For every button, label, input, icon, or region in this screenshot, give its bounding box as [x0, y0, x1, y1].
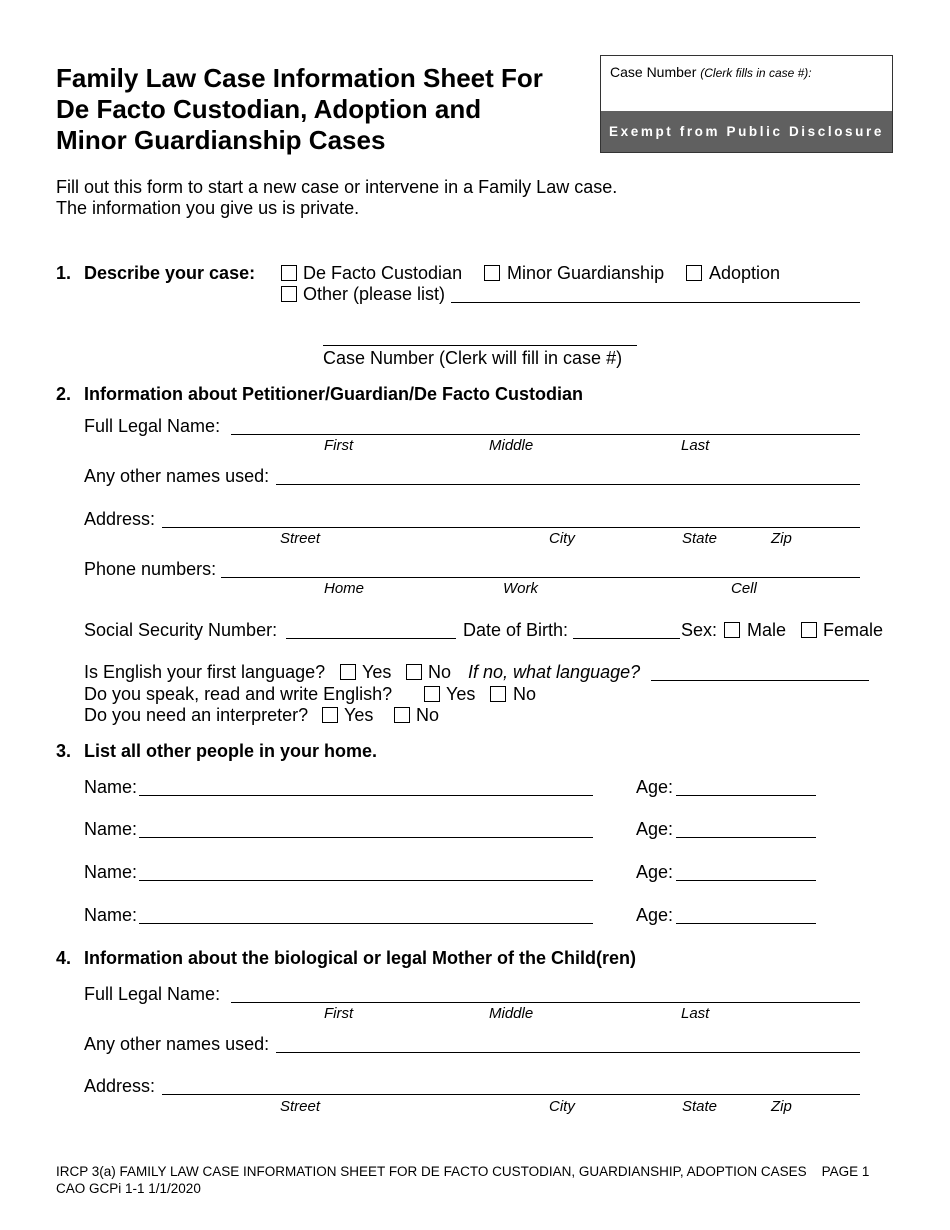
- title-line-1: Family Law Case Information Sheet For: [56, 63, 543, 93]
- city-caption: City: [549, 530, 575, 547]
- english-no-label: No: [428, 662, 452, 682]
- household-age-label: Age:: [636, 819, 674, 839]
- dob-field[interactable]: [573, 638, 680, 639]
- interpreter-no-label: No: [416, 705, 440, 725]
- phone-numbers-field[interactable]: [221, 577, 860, 578]
- intro-line-2: The information you give us is private.: [56, 198, 360, 218]
- speak-english-yes-checkbox[interactable]: [424, 686, 440, 702]
- speak-english-yes-label: Yes: [446, 684, 476, 704]
- english-yes-checkbox[interactable]: [340, 664, 356, 680]
- ssn-field[interactable]: [286, 638, 456, 639]
- household-name-label: Name:: [84, 777, 138, 797]
- other-case-type-field[interactable]: [451, 302, 860, 303]
- page-footer: [56, 1163, 869, 1197]
- mother-state-caption: State: [682, 1098, 718, 1115]
- mother-middle-caption: Middle: [489, 1005, 534, 1022]
- de-facto-custodian-label: De Facto Custodian: [303, 263, 463, 283]
- household-name-field-4[interactable]: [139, 923, 593, 924]
- other-names-field[interactable]: [276, 484, 860, 485]
- section-2-heading: Information about Petitioner/Guardian/De Facto Custodian: [84, 384, 584, 404]
- section-4-number: 4.: [56, 948, 72, 968]
- mother-other-names-label: Any other names used:: [84, 1034, 270, 1054]
- interpreter-label: Do you need an interpreter?: [84, 705, 309, 725]
- mother-full-name-label: Full Legal Name:: [84, 984, 221, 1004]
- title-line-2: De Facto Custodian, Adoption and: [56, 94, 482, 124]
- household-age-field-3[interactable]: [676, 880, 816, 881]
- mother-zip-caption: Zip: [771, 1098, 792, 1115]
- english-yes-label: Yes: [362, 662, 392, 682]
- english-first-language-label: Is English your first language?: [84, 662, 326, 682]
- dob-label: Date of Birth:: [463, 620, 569, 640]
- street-caption: Street: [280, 530, 321, 547]
- male-checkbox[interactable]: [724, 622, 740, 638]
- minor-guardianship-checkbox[interactable]: [484, 265, 500, 281]
- page-number: PAGE 1: [821, 1164, 870, 1179]
- state-caption: State: [682, 530, 718, 547]
- other-checkbox[interactable]: [281, 286, 297, 302]
- title-line-3: Minor Guardianship Cases: [56, 125, 386, 155]
- zip-caption: Zip: [771, 530, 792, 547]
- case-number-hint: (Clerk fills in case #):: [700, 66, 812, 80]
- mother-address-label: Address:: [84, 1076, 156, 1096]
- middle-caption: Middle: [489, 437, 534, 454]
- household-age-field-4[interactable]: [676, 923, 816, 924]
- household-age-label: Age:: [636, 777, 674, 797]
- speak-english-label: Do you speak, read and write English?: [84, 684, 393, 704]
- other-language-field[interactable]: [651, 680, 869, 681]
- male-label: Male: [747, 620, 787, 640]
- mother-other-names-field[interactable]: [276, 1052, 860, 1053]
- female-label: Female: [823, 620, 884, 640]
- mother-first-caption: First: [324, 1005, 354, 1022]
- adoption-checkbox[interactable]: [686, 265, 702, 281]
- minor-guardianship-label: Minor Guardianship: [507, 263, 665, 283]
- address-field[interactable]: [162, 527, 860, 528]
- other-names-label: Any other names used:: [84, 466, 270, 486]
- ssn-label: Social Security Number:: [84, 620, 278, 640]
- speak-english-no-label: No: [513, 684, 537, 704]
- section-3-heading: List all other people in your home.: [84, 741, 378, 761]
- mother-last-caption: Last: [681, 1005, 710, 1022]
- intro-line-1: Fill out this form to start a new case or intervene in a Family Law case.: [56, 177, 618, 197]
- footer-form-title: IRCP 3(a) FAMILY LAW CASE INFORMATION SHEET FOR DE FACTO CUSTODIAN, GUARDIANSHIP, ADOPTION CASES PAGE 1: [56, 1164, 870, 1179]
- female-checkbox[interactable]: [801, 622, 817, 638]
- mother-city-caption: City: [549, 1098, 575, 1115]
- if-no-language-label: If no, what language?: [468, 662, 641, 682]
- household-name-label: Name:: [84, 819, 138, 839]
- section-3-number: 3.: [56, 741, 72, 761]
- de-facto-custodian-checkbox[interactable]: [281, 265, 297, 281]
- case-number-caption: Case Number (Clerk will fill in case #): [323, 348, 623, 368]
- household-age-field-1[interactable]: [676, 795, 816, 796]
- address-label: Address:: [84, 509, 156, 529]
- speak-english-no-checkbox[interactable]: [490, 686, 506, 702]
- other-label: Other (please list): [303, 284, 446, 304]
- english-no-checkbox[interactable]: [406, 664, 422, 680]
- case-number-label: Case Number (Clerk fills in case #):: [610, 64, 812, 80]
- household-age-label: Age:: [636, 862, 674, 882]
- household-name-field-3[interactable]: [139, 880, 593, 881]
- home-caption: Home: [324, 580, 365, 597]
- household-name-field-1[interactable]: [139, 795, 593, 796]
- first-caption: First: [324, 437, 354, 454]
- household-age-label: Age:: [636, 905, 674, 925]
- mother-street-caption: Street: [280, 1098, 321, 1115]
- adoption-label: Adoption: [709, 263, 781, 283]
- household-name-label: Name:: [84, 905, 138, 925]
- section-1-heading: Describe your case:: [84, 263, 256, 283]
- case-number-field[interactable]: [323, 345, 637, 346]
- form-title: [56, 63, 596, 156]
- exempt-banner: Exempt from Public Disclosure: [601, 111, 892, 152]
- intro-text: [56, 177, 617, 219]
- work-caption: Work: [503, 580, 538, 597]
- full-legal-name-label: Full Legal Name:: [84, 416, 221, 436]
- household-name-label: Name:: [84, 862, 138, 882]
- section-4-heading: Information about the biological or legal Mother of the Child(ren): [84, 948, 636, 968]
- interpreter-yes-checkbox[interactable]: [322, 707, 338, 723]
- cell-caption: Cell: [731, 580, 757, 597]
- mother-address-field[interactable]: [162, 1094, 860, 1095]
- household-name-field-2[interactable]: [139, 837, 593, 838]
- section-1-number: 1.: [56, 263, 72, 283]
- section-2-number: 2.: [56, 384, 72, 404]
- footer-form-code: CAO GCPi 1-1 1/1/2020: [56, 1181, 201, 1196]
- phone-numbers-label: Phone numbers:: [84, 559, 217, 579]
- household-age-field-2[interactable]: [676, 837, 816, 838]
- case-number-box[interactable]: [600, 55, 893, 153]
- sex-label: Sex:: [681, 620, 718, 640]
- last-caption: Last: [681, 437, 710, 454]
- mother-full-name-field[interactable]: [231, 1002, 860, 1003]
- interpreter-yes-label: Yes: [344, 705, 374, 725]
- interpreter-no-checkbox[interactable]: [394, 707, 410, 723]
- full-legal-name-field[interactable]: [231, 434, 860, 435]
